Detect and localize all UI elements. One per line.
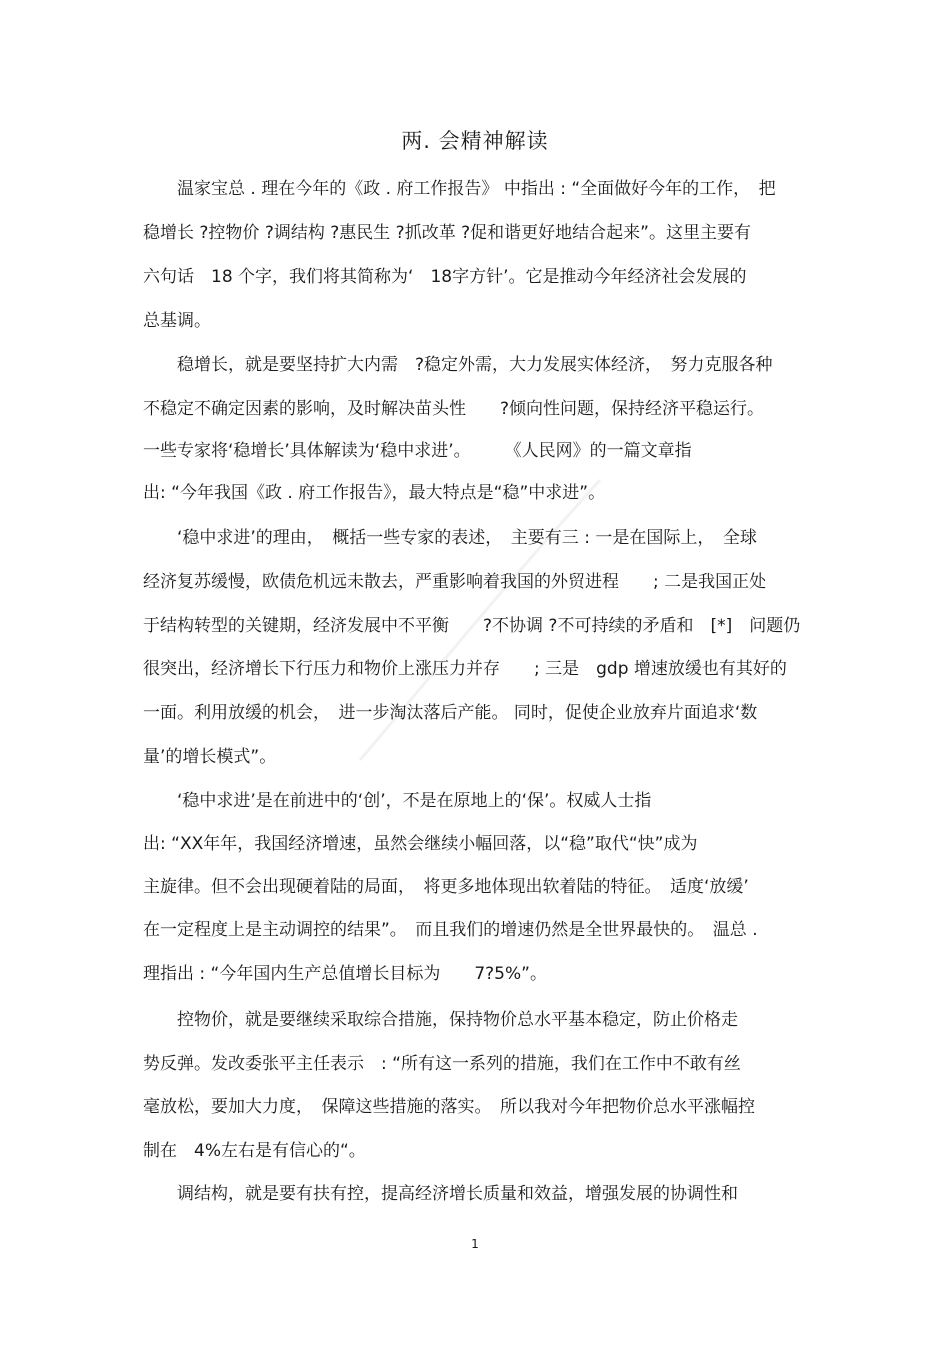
- body-line: 温家宝总 . 理在今年的《政 . 府工作报告》 中指出 : “全面做好今年的工作， 把: [143, 179, 776, 199]
- body-line: 六句话 18 个字，我们将其简称为‘ 18字方针’。它是推动今年经济社会发展的: [143, 267, 747, 287]
- body-line: 主旋律。但不会出现硬着陆的局面， 将更多地体现出软着陆的特征。 适度‘放缓’: [143, 877, 749, 897]
- body-line: 量’的增长模式”。: [143, 747, 277, 767]
- body-line: 调结构，就是要有扶有控，提高经济增长质量和效益，增强发展的协调性和: [143, 1184, 738, 1204]
- body-line: 总基调。: [143, 311, 211, 331]
- body-line: 控物价，就是要继续采取综合措施，保持物价总水平基本稳定，防止价格走: [143, 1010, 738, 1030]
- body-line: 很突出，经济增长下行压力和物价上涨压力并存 ; 三是 gdp 增速放缓也有其好的: [143, 659, 787, 679]
- body-line: ‘稳中求进’的理由， 概括一些专家的表述， 主要有三 : 一是在国际上， 全球: [143, 528, 757, 548]
- body-line: 毫放松，要加大力度， 保障这些措施的落实。 所以我对今年把物价总水平涨幅控: [143, 1097, 755, 1117]
- body-line: 经济复苏缓慢，欧债危机远未散去，严重影响着我国的外贸进程 ; 二是我国正处: [143, 572, 767, 592]
- body-line: 稳增长 ?控物价 ?调结构 ?惠民生 ?抓改革 ?促和谐更好地结合起来”。这里主要有: [143, 223, 751, 243]
- body-line: 于结构转型的关键期，经济发展中不平衡 ?不协调 ?不可持续的矛盾和 [*] 问题仍: [143, 616, 801, 636]
- document-title: 两. 会精神解读: [401, 129, 549, 153]
- body-line: 势反弹。发改委张平主任表示 : “所有这一系列的措施，我们在工作中不敢有丝: [143, 1054, 741, 1074]
- body-line: ‘稳中求进’是在前进中的‘创’，不是在原地上的‘保’。权威人士指: [143, 791, 652, 811]
- body-line: 出: “XX年年，我国经济增速，虽然会继续小幅回落，以“稳”取代“快”成为: [143, 834, 698, 854]
- body-line: 稳增长，就是要坚持扩大内需 ?稳定外需，大力发展实体经济， 努力克服各种: [143, 355, 773, 375]
- body-line: 理指出 : “今年国内生产总值增长目标为 7?5%”。: [143, 964, 547, 984]
- body-line: 制在 4%左右是有信心的“。: [143, 1141, 366, 1161]
- body-line: 一些专家将‘稳增长’具体解读为‘稳中求进’。 《人民网》的一篇文章指: [143, 441, 692, 461]
- body-line: 不稳定不确定因素的影响，及时解决苗头性 ?倾向性问题，保持经济平稳运行。: [143, 399, 765, 419]
- body-line: 在一定程度上是主动调控的结果”。 而且我们的增速仍然是全世界最快的。 温总 .: [143, 920, 758, 940]
- body-line: 一面。利用放缓的机会， 进一步淘汰落后产能。 同时，促使企业放弃片面追求‘数: [143, 703, 758, 723]
- body-line: 出: “今年我国《政 . 府工作报告》，最大特点是“稳”中求进”。: [143, 483, 606, 503]
- page-number: 1: [471, 1237, 479, 1251]
